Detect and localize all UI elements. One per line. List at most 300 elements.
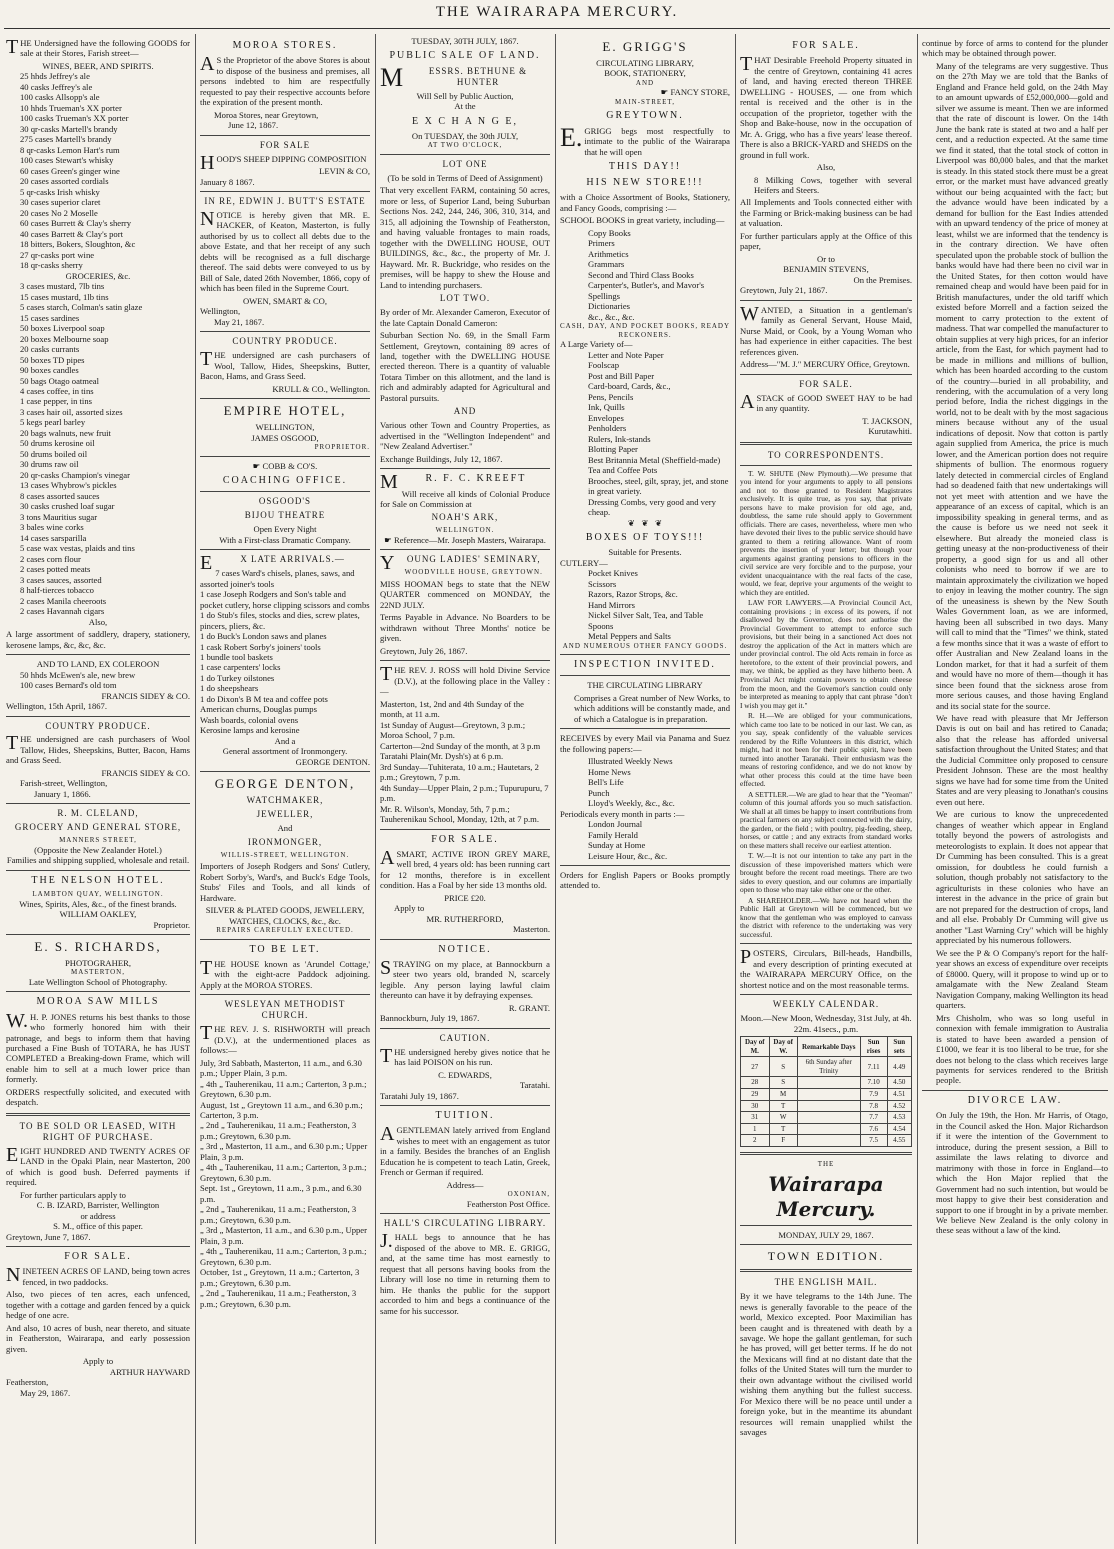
landed-list [6,670,190,691]
moroa-stores-date: June 12, 1867. [228,120,279,131]
calendar-cell [797,1123,860,1135]
list-item: Letter and Note Paper [588,349,664,360]
butt-place: Wellington, [200,306,241,317]
divider [740,465,912,466]
calendar-header-cell: Sun sets [887,1037,911,1057]
list-item: Sunday at Home [588,840,646,851]
list-item: Penholders [588,423,627,434]
hay-text: ASTACK of GOOD SWEET HAY to be had in any quantity. [740,390,912,414]
calendar-cell: M [769,1089,797,1101]
moroa-stores-heading: MOROA STORES. [232,40,338,51]
list-item: 100 cases Bernard's old tom [20,680,117,691]
calendar-heading: WEEKLY CALENDAR. [772,999,880,1010]
divider [380,939,550,940]
correspondent-note: LAW FOR LAWYERS.—A Provincial Council Act, containing provisions ; in excess of its powers, if not disallowed by the Governor, does not authorise the Provincial Government to attempt to enforce such provisions, but their being in a sanctioned Act does not destroy the application of the Act in matters which are under provincial control. The old Acts remain in force as heretofore, to the extent of their provincial powers, and may, we think, be applied as they have hitherto been. A Provincial Act might contain powers to obtain cheese from the moon, and the Governor's sanction could only be interpreted as meaning to apply that cant phrase "don't I wish you may get it." [740,598,912,710]
article-p6: Mrs Chisholm, who was so long useful in connexion with female immigration to Australia is stated to have been awarded a pension of £1000, we fear it is too liberal to be true, for she does not belong to the class which receives large payments for services rendered to the British people. [936,1012,1108,1086]
arrivals-sig: GEORGE DENTON. [295,756,370,767]
list-item: 20 cases No 2 Moselle [20,207,98,218]
list-item: 3 cases sauces, assorted [20,574,102,585]
grigg-intro: E.GRIGG begs most respectfully to intimate to the public of the Wairarapa that he will open [560,122,730,157]
divider [200,939,370,940]
orders-text: Orders for English Papers or Books promptly attended to. [560,870,730,891]
mare-price: PRICE £20. [444,892,486,903]
sale-place: Featherston, [6,1377,49,1388]
divider [6,716,190,717]
hand-icon: ☛ [384,534,394,545]
auction-at: At the [454,101,476,112]
divider [380,549,550,550]
calendar-cell: S [769,1077,797,1089]
groceries-list [6,281,190,617]
sale-apply: Apply to [82,1356,114,1367]
list-item: Brooches, steel, gilt, spray, jet, and stone in great variety. [588,475,729,497]
grigg-main-street: MAIN-STREET, [615,97,675,106]
denton-name: GEORGE DENTON, [214,776,356,792]
list-item: 5 qr-casks Irish whisky [20,186,100,197]
list-item: „ 3rd „ Masterton, 11 a.m., and 6.30 p.m., Upper Plain, 3 p.m. [200,1225,367,1246]
column-1 [2,36,194,1544]
grigg-and: AND [635,78,655,87]
books-list [560,228,730,322]
list-item: 40 casks Jeffrey's ale [20,81,93,92]
calendar-cell: 7.10 [860,1077,887,1089]
hay-place: Kurutawhiti. [868,426,912,437]
list-item: 8 qr-casks Lemon Hart's rum [20,144,120,155]
sold-text: EIGHT HUNDRED AND TWENTY ACRES OF LAND in the Opaki Plain, near Masterton, 200 of which is good bush. Deferred payments if required. [6,1143,190,1188]
fancy-goods: AND NUMEROUS OTHER FANCY GOODS. [562,641,728,650]
list-item: 2 cases corn flour [20,553,81,564]
list-item: 20 cases assorted cordials [20,176,109,187]
list-item: Blotting Paper [588,444,638,455]
list-item: 1 case Joseph Rodgers and Son's table and pocket cutlery, horse clipping scissors and combs [200,589,370,610]
divider [200,549,370,550]
list-item: 100 casks Trueman's XX porter [20,113,129,124]
calendar-cell: 27 [741,1057,770,1077]
calendar-cell: S [769,1057,797,1077]
caution-place: Taratahi. [519,1080,550,1091]
forsale-date: January 8 1867. [200,176,255,187]
list-item: 15 cases mustard, 1lb tins [20,291,109,302]
list-item: 50 hhds McEwen's ale, new brew [20,669,136,680]
seminary-house: WOODVILLE HOUSE, GREYTOWN. [404,568,543,577]
notice-heading: NOTICE. [438,943,492,955]
also-text: A large assortment of saddlery, drapery, stationery, kerosene lamps, &c, &c, &c. [6,629,190,650]
list-item: 5 kegs pearl barley [20,417,86,428]
notice-grant: R. GRANT. [508,1002,550,1013]
list-item: Leisure Hour, &c., &c. [588,850,668,861]
calendar-cell: 30 [741,1100,770,1112]
moroa-orders: ORDERS respectfully solicited, and executed with despatch. [6,1086,190,1108]
empire-town: WELLINGTON, [255,422,315,433]
list-item: Dressing Combs, very good and very cheap. [588,496,716,518]
cleland-name: R. M. CLELAND, [57,808,139,819]
divider [380,1028,550,1029]
nelson-proprietor: Proprietor. [153,919,190,930]
calendar-cell: 4.50 [887,1077,911,1089]
cutlery-list [560,568,730,641]
wanted-text: WANTED, a Situation in a gentleman's family as General Servant, House Maid, Nurse Maid, or Cook, by a Young Woman who has had experience in either capacities. The best references given. [740,302,912,357]
mare-rutherford: MR. RUTHERFORD, [426,913,504,924]
divider [380,468,550,469]
list-item: 50 boxes Liverpool soap [20,323,105,334]
grigg-new-store: HIS NEW STORE!!! [586,177,704,189]
sold-particulars: For further particulars apply to [20,1189,126,1200]
calendar-cell [797,1100,860,1112]
list-item: Best Britannia Metal (Sheffield-made) Tea and Coffee Pots [588,454,721,476]
calendar-cell: 4.53 [887,1112,911,1124]
auctioneers: MESSRS. BETHUNE & HUNTER [380,62,528,92]
calendar-row [741,1057,912,1077]
list-item: Scissors [588,578,617,589]
list-item: American churns, Douglas pumps [200,704,317,715]
column-5 [736,36,916,1544]
noahs-ark: NOAH'S ARK, [431,512,499,523]
auction-time: AT TWO O'CLOCK, [427,141,503,150]
list-item: 60 cases Burrett & Clay's sherry [20,218,132,229]
calendar-header-cell: Remarkable Days [797,1037,860,1057]
calendar-row [741,1100,912,1112]
calendar-cell: 31 [741,1112,770,1124]
english-mail-text: By it we have telegrams to the 14th June. The news is generally favorable to the peace of the world, Mexico excepted. Poor Maximilian has been caught and is threatened with death by a savage. We hope the gallant gentleman, for such he has proved, will get better terms. If he do not the Mexicans will find at no distant date that the folks of the United States will turn the murder to their own advantage without the civilised world wishing them anything but the fullest success. For Mexico there will be no peace until under a foreign yoke, but in the meantime its abundant resources will remain unapplied whilst the savages [740,1291,912,1438]
calendar-header-row [741,1037,912,1057]
tuition-address: Address— [446,1179,484,1190]
list-item: Home News [588,766,631,777]
mare-town: Masterton. [513,924,550,935]
calendar-header-cell: Sun rises [860,1037,887,1057]
list-item: „ 2nd „ Tauherenikau, 11 a.m.; Featherston, 3 p.m.; Greytown, 6.30 p.m. [200,1204,357,1225]
list-item: 30 qr-casks Martell's brandy [20,123,118,134]
exchange: E X C H A N G E, [412,115,518,127]
list-item: 18 bitters, Bokers, Sloughton, &c [20,239,136,250]
english-mail-heading: THE ENGLISH MAIL. [774,1277,878,1288]
cleland-families: Families and shipping supplied, wholesale and retail. [6,855,190,866]
also-label: Also, [88,616,108,627]
column-4 [556,36,734,1544]
periodicals: Periodicals every month in parts :— [560,808,685,819]
produce-text-2: THE undersigned are cash purchasers of Wool, Tallow, Hides, Sheepskins, Butter, Bacon, Hams, and Grass Seed. [200,348,370,382]
divider [560,675,730,676]
article-p2: Many of the telegrams are very suggestive. Thus on the 27th May we are told that the Banks of England and France held gold, on the 24th May to an amount upwards of £52,000,000—gold and silver we assume is meant. Then we are informed that the rate of discount is lower. On the 14th June the bank rate is stated at two and a half per cent, and a reduction expected. At the same time we find it stated, that the total stock of cotton in Liverpool was 80,000 bales, and that the market is steady. In this stated stock there must be a great error, or the market must have advanced greatly without our being acquainted with the fact; but the advance would have been indicated by a demand for bullion for the East Indies attended with an upward tendency of the price of money at least, whilst we are informed that the tendency is in the contrary direction. We have often speculated upon the probable stock of bullion the banks would have had there been no civil war in the United States, for then cotton would have remained cheap and would have been paid for in British manufactures, under the old tariff which existed before Morrell and a faction seized the moment to carry protection to the extent of madness. That war compelled the manufacturer to obtain supplies at very high prices, for an inferior article, from the East, for which payment had to be made in millions and millions of bullion, which has been hoarded according to the custom of the country—buried in all probability, and rendering, with the accumulation of a very long period before, India the richest diggings in the world, not to be dealt with by the most sagacious miners because without any of the usual indications of deposit. Now that cotton is partly again supplied from America, the price is much lower, and the American portion does not require shipments of bullion. The enormous roguery lately detected in commercial circles of England had so deadened faith that new undertakings will not yet meet with attention and we have the appearance of an excess of capital, which is an impossibility speaking in general terms, and as the cause is before us we need not seek it elsewhere. But already the moneied class is getting uneasy at the non-productiveness of their property, a good sign for us and all other colonists who need to borrow if we are to maintain approximately the civilization we hoped to enjoy in leaving the mother country. The sign of the uneasiness is shewn by the New South Wales Government loan, as we are informed, having been all subscribed in two days. Many will call to mind that the "Times" we think, stated a few months since that it was a waste of effort to offer Australian and New Zealand loans in the London market, for that it had a surfeit of them and would have no more of them—though it has since been found that the sickness arose from more serious causes, and those having England and its social state for the source. [936,60,1108,711]
column-2 [196,36,374,1544]
list-item: 30 casks crushed loaf sugar [20,501,115,512]
article-p3: We have read with pleasure that Mr Jefferson Davis is out on bail and has retired to Canada; also that the release has afforded universal satisfaction throughout the United States; and that the Judicial Committee only proposed to censure President Johnson. These are the most healthy signs we have had for some time from the United States and are very pleasing to Jonathan's cousins even out here. [936,713,1108,807]
arrivals-and: And a [274,735,296,746]
list-item: 3 cases mustard, 7lb tins [20,281,105,292]
list-item: 50 drums boiled oil [20,448,88,459]
cash-books: CASH, DAY, AND POCKET BOOKS, READY RECKONERS. [560,322,731,339]
calendar-cell: 7.11 [860,1057,887,1077]
produce-date: January 1, 1866. [34,788,91,799]
kreeft-text: Will receive all kinds of Colonial Produce for Sale on Commission at [380,488,550,509]
list-item: 20 casks currants [20,344,80,355]
list-item: 90 boxes candles [20,365,79,376]
list-item: 14 cases sarsparilla [20,532,87,543]
list-item: Rulers, Ink-stands [588,433,651,444]
produce-signature: FRANCIS SIDEY & CO. [101,767,190,778]
divorce-heading: DIVORCE LAW. [967,1094,1063,1106]
list-item: Hand Mirrors [588,599,636,610]
produce-address: Farish-street, Wellington, [20,778,108,789]
divider [6,654,190,655]
list-item: 50 bags Otago oatmeal [20,375,99,386]
divider [200,191,370,192]
exchange-buildings: Exchange Buildings, July 12, 1867. [380,453,503,464]
property-cows: 8 Milking Cows, together with several Heifers and Steers. [754,174,912,195]
divider [200,331,370,332]
wesleyan-text: THE REV. J. S. RISHWORTH will preach (D.V.), at the undermentioned places as follows:— [200,1022,370,1056]
hay-jackson: T. JACKSON, [862,415,912,426]
seminary-text: MISS HOOMAN begs to state that the NEW QUARTER commenced on MONDAY, the 22ND JULY. [380,578,550,610]
list-item: 1 do Buck's London saws and planes [200,631,327,642]
richards-town: MASTERTON, [71,968,125,977]
list-item: 40 cases Barrett & Clay's port [20,228,123,239]
circulating-text: Comprises a Great number of New Works, to which additions will be constantly made, and of which a Catalogue is in preparation. [574,692,730,724]
hand-icon: ☛ [252,460,263,471]
calendar-cell: F [769,1135,797,1147]
divider [740,1152,912,1155]
list-item: 8 cases assorted sauces [20,490,100,501]
calendar-header-cell: Day of M. [741,1037,770,1057]
divider [560,728,730,729]
list-item: 1 do Dixon's B M tea and coffee pots [200,693,328,704]
calendar-cell: 7.5 [860,1135,887,1147]
calendar-cell: W [769,1112,797,1124]
arrivals-list [200,568,370,736]
arrivals-heading: EX LATE ARRIVALS.— [200,552,345,575]
and-text: Various other Town and Country Properties, as advertised in the "Wellington Independent" and "New Zealand Advertiser." [380,420,550,452]
list-item: 4 cases coffee, in tins [20,385,94,396]
krull: KRULL & CO., Wellington. [272,383,370,394]
list-item: 5 cases starch, Colman's satin glaze [20,302,143,313]
lot-one-text: That very excellent FARM, containing 50 acres, more or less, of Superior Land, being Suburban Sections Nos. 242, 244, 246, 306, 310, 314, and 315, all adjoining the Township of Featherston, and having valuable frontages to main roads, together with the DWELLING HOUSE, OUT BUILDINGS, &c., &c., the property of Mr. J. Hayward. Mr. R. Buckridge, who resides on the premises, will be happy to shew the House and Land to intending purchasers. [380,185,550,290]
list-item: 275 cases Martell's brandy [20,134,112,145]
list-item: 2 cases Havannah cigars [20,606,105,617]
correspondent-note: A SHAREHOLDER.—We have not heard when the Public Hall at Greytown will be commenced, but we know that the gentleman who was employed to canvass the district with reference to the undertaking was very successful. [740,895,912,939]
calendar-cell: T [769,1123,797,1135]
wanted-address: Address—"M. J." MERCURY Office, Greytown. [740,359,910,370]
list-item: 30 drums raw oil [20,459,79,470]
sidey-date: Wellington, 15th April, 1867. [6,701,107,712]
calendar-cell: 7.6 [860,1123,887,1135]
calendar-row [741,1112,912,1124]
wines-list [6,71,190,270]
list-item: 100 cases Stewart's whisky [20,155,114,166]
divider [200,398,370,399]
dramatic-company: With a First-class Dramatic Company. [219,534,351,545]
article-p4: We are curious to know the unprecedented changes of weather which appear in England totally beyond the powers of astrologists and meteorologists to explain. It does not appear that Dr Cumming has been consulted. This is a great omission, for doubtless he could furnish a solution, though probably not satisfactory to the agriculturists in these colonies who have an interest in the advance in the price of grain but are not prepared for the destruction of crops, land and all else. Probably Dr Cumming will give us another "Last Warning Cry" which will be highly appreciated by his numerous followers. [936,809,1108,946]
hall-text: J.HALL begs to announce that he has disposed of the above to MR. E. GRIGG, and, at the same time has most earnestly to request that all persons having books from the Library will lose no time in returning them to him. He thanks the public for the support accorded to him and begs a continuance of the same for his successor. [380,1230,550,1316]
ornament-icons: ❦ ❦ ❦ [627,517,663,528]
divider [200,771,370,772]
mercury-logo: Wairarapa Mercury. [768,1172,884,1221]
list-item: 27 qr-casks port wine [20,249,95,260]
periodicals-list [560,819,730,861]
list-item: „ 4th „ Tauherenikau, 11 a.m.; Carterton, 3 p.m.; Greytown, 6.30 p.m. [200,1078,367,1100]
list-item: „ 2nd „ Tauherenikau, 11 a.m.; Featherston, 3 p.m.; Greytown, 6.30 p.m. [200,1120,357,1141]
divider [740,943,912,944]
list-item: 15 cases sardines [20,312,80,323]
grigg-library: CIRCULATING LIBRARY, [596,57,694,68]
coaching-office: COACHING OFFICE. [222,475,348,487]
list-item: „ 4th „ Tauherenikau, 11 a.m.; Carterton, 3 p.m.; Greytown, 6.30 p.m. [200,1246,367,1267]
list-item: Carpenter's, Butler's, and Mavor's Spellings [588,280,705,301]
sale-text-3: And also, 10 acres of bush, near thereto, and situate in Featherston, Wairarapa, and early possession given. [6,1322,190,1354]
list-item: 4th Sunday—Upper Plain, 2 p.m.; Tupurupuru, 7 p.m. [380,782,549,804]
produce-heading: COUNTRY PRODUCE. [45,720,151,731]
hand-icon: ☛ [660,87,671,98]
seminary-name: YOUNG LADIES' SEMINARY, [380,552,541,575]
sold-izard: C. B. IZARD, Barrister, Wellington [36,1200,160,1211]
list-item: 2 cases potted meats [20,564,91,575]
calendar-row [741,1135,912,1147]
calendar-cell: 6th Sunday after Trinity [797,1057,860,1077]
wesleyan-schedule [200,1058,370,1310]
list-item: 8 half-tierces tobacco [20,585,94,596]
notice-date: Bannockburn, July 19, 1867. [380,1013,480,1024]
divider [6,991,190,992]
sold-date: Greytown, June 7, 1867. [6,1231,91,1242]
groceries-heading: GROCERIES, &c. [65,270,131,281]
sold-heading: TO BE SOLD OR LEASED, WITH RIGHT OF PURCHASE. [19,1120,177,1142]
list-item: Grammars [588,259,625,270]
sidey-intro: THE Undersigned have the following GOODS for sale at their Stores, Farish street— [6,36,190,59]
divider [200,994,370,995]
divider [922,1090,1108,1091]
property-stevens: BENJAMIN STEVENS, [783,264,869,275]
list-item: Nickel Silver Salt, Tea, and Table Spoons [588,610,704,631]
calendar-row [741,1077,912,1089]
list-item: Dictionaries [588,301,630,312]
calendar-cell [797,1112,860,1124]
bijou-theatre: BIJOU THEATRE [244,510,326,521]
auction-date: TUESDAY, 30TH JULY, 1867. [411,36,519,46]
denton-jeweller: JEWELLER, [256,809,314,820]
receives-text: RECEIVES by every Mail via Panama and Suez the following papers:— [560,733,730,754]
kreeft-name: MR. F. C. KREEFT [380,471,527,494]
property-implements: All Implements and Tools connected either with the Farming or Brick-making business can be had at valuation. [740,197,912,229]
divider [740,994,912,995]
moroa-mills-text: W.H. P. JONES returns his best thanks to those who formerly honored him with their patronage, and begs to inform them that having purchased a Fine Bush of TOTARA, he has JUST COMPLETED a Breaking-down Frame, which will enable him to sell at a much lower price than formerly. [6,1009,190,1085]
list-item: London Journal [588,819,643,830]
list-item: Illustrated Weekly News [588,756,673,767]
list-item: Punch [588,787,610,798]
tuition-text: AGENTLEMAN lately arrived from England wishes to meet with an engagement as tutor in a family. Besides the branches of an English Education he is competent to teach Latin, Greek, French or German if required. [380,1123,550,1178]
caution-text: THE undersigned hereby gives notice that he has laid POISON on his run. [380,1044,550,1068]
list-item: 50 boxes TD pipes [20,354,85,365]
butt-date: May 21, 1867. [214,316,265,327]
property-premises: On the Premises. [853,274,912,285]
sale-text: NINETEEN ACRES OF LAND, being town acres fenced, in two paddocks. [6,1264,190,1287]
correspondent-note: R. H.—We are obliged for your communications, which came too late to be noticed in our last. We can, as you say, speak confidently of the valuable services rendered by the Rifle Volunteers in this district, which might, had it not been for their public spirit, have been turned into another Taranaki. Their enthusiasm was the means of restoring confidence, and we do not know by what other process this could at the time have been effected. [740,711,912,789]
let-heading: TO BE LET. [249,943,321,955]
list-item: Razors, Razor Strops, &c. [588,589,678,600]
divider [380,829,550,830]
divider [6,1113,190,1116]
calendar-cell: 4.49 [887,1057,911,1077]
list-item: 60 cases Green's ginger wine [20,165,120,176]
list-item: 3 bales wine corks [20,522,84,533]
list-item: Masterton, 1st, 2nd and 4th Sunday of the month, at 11 a.m. [380,698,524,720]
property-particulars: For further particulars apply at the Office of this paper, [740,230,912,252]
divider [200,456,370,457]
auction-day: On TUESDAY, the 30th JULY, [411,130,519,141]
kreeft-ref-label: Reference—Mr. Joseph Masters, Wairarapa. [393,534,546,545]
seminary-date: Greytown, July 26, 1867. [380,645,468,656]
moon-text: Moon.—New Moon, Wednesday, 31st July, at 4h. 22m. 41secs., p.m. [740,1013,912,1034]
sale-hayward: ARTHUR HAYWARD [109,1366,190,1377]
calendar-row [741,1089,912,1101]
grigg-fancy [560,87,730,97]
list-item: 1 do Turkey oilstones [200,672,275,683]
list-item: Card-board, Cards, &c., [588,381,671,392]
lot-two-order: By order of Mr. Alexander Cameron, Executor of the late Captain Donald Cameron: [380,307,550,328]
list-item: Kerosine lamps and kerosine [200,725,300,736]
list-item: Envelopes [588,412,624,423]
divider [200,491,370,492]
list-item: October, 1st „ Greytown, 11 a.m.; Carterton, 3 p.m.; Greytown, 6.30 p.m. [200,1267,360,1288]
denton-iron: IRONMONGER, [247,836,323,847]
empire-hotel: EMPIRE HOTEL, [223,403,347,419]
butt-text: NOTICE is hereby given that MR. E. HACKER, of Keaton, Masterton, is fully authorised by us to collect all debts due to the above Estate, and that her receipt of any such debts will be recognised as a full discharge thereof. The said debts were conveyed to us by Bill of Sale, dated 26th November, 1866, copy of which has been filed in the Supreme Court. [200,207,370,294]
divider [560,865,730,866]
list-item: August, 1st „ Greytown 11 a.m., and 6.30 p.m.; Carterton, 3 p.m. [200,1099,363,1120]
let-text: THE HOUSE known as 'Arundel Cottage,' with the eight-acre Paddock adjoining. Apply at the MOROA STORES. [200,956,370,990]
toys-heading: BOXES OF TOYS!!! [585,531,705,543]
calendar-row [741,1123,912,1135]
open-nightly: Open Every Night [253,524,317,535]
list-item: Foolscap [588,360,620,371]
cleland-opposite: (Opposite the New Zealander Hotel.) [34,844,162,855]
ross-schedule [380,699,550,825]
tuition-oxonian: OXONIAN, [507,1190,550,1199]
notice-text: STRAYING on my place, at Bannockburn a steer two years old, branded N, scarcely legible. Any person laying lawful claim thereunto can have it by defraying expenses. [380,956,550,1001]
divider [200,135,370,136]
calendar-cell: 2 [741,1135,770,1147]
sale-date: May 29, 1867. [20,1387,71,1398]
landed-heading: AND TO LAND, EX COLEROON [36,659,160,670]
calendar-cell: 7.8 [860,1100,887,1112]
list-item: 1st Sunday of August—Greytown, 3 p.m.; Moroa School, 7 p.m. [380,719,526,741]
correspondents-heading: TO CORRESPONDENTS. [767,449,885,460]
calendar-cell: T [769,1100,797,1112]
calendar-cell: 4.52 [887,1100,911,1112]
richards-name: E. S. RICHARDS, [34,939,162,954]
cleland-store: GROCERY AND GENERAL STORE, [14,822,182,833]
list-item: Sept. 1st „ Greytown, 11 a.m., 3 p.m., and 6.30 p.m. [200,1183,362,1204]
circulating-heading: THE CIRCULATING LIBRARY [587,680,703,691]
divider [740,300,912,301]
list-item: 20 qr-casks Champion's vinegar [20,469,130,480]
arrivals-ironmongery: General assortment of Ironmongery. [222,746,348,757]
nelson-wines: Wines, Spirits, Ales, &c., of the finest brands. [19,898,177,909]
caution-date: Taratahi July 19, 1867. [380,1090,459,1101]
list-item: 3 tons Mauritius sugar [20,511,98,522]
list-item: 1 cask Robert Sorby's joiners' tools [200,641,321,652]
correspondent-note: A SETTLER.—We are glad to hear that the "Yeoman" column of this journal affords you so much satisfaction. We shall at all times be happy to insert contributions from practical farmers on any subject connected with the dairy, the garden, or the field ; with poultry, pig-feeding, sheep, horses, or cattle ; and any extracts from standard works on these matters shall receive our earliest attention. [740,789,912,850]
correspondent-note: T. W. SHUTE (New Plymouth).—We presume that you intend for your arguments to apply to all pensions and not to those granted to Resident Magistrates exclusively. It is quite true, as you say, that private persons have to make provision for old age, and, doubtless, the same rule should apply to Government officials. There are cases, nevertheless, where men who have devoted their lives to the public service should have granted to them a retiring allowance. Want of room prevents the insertion of your letter; but though your arguments against granting pensions to officers in the civil service are very forcible and to the purpose, your evident unacquaintance with the real facts of the case, would, we fear, deprive your arguments of the weight to which they are entitled. [740,468,912,597]
list-item: „ 2nd „ Tauherenikau, 11 a.m.; Featherston, 3 p.m.; Greytown, 6.30 p.m. [200,1288,357,1309]
grigg-name: E. GRIGG'S [602,39,688,54]
papers-list [560,756,730,808]
divider [380,660,550,661]
divider [6,1246,190,1247]
produce-text: THE undersigned are cash purchasers of Wool Tallow, Hides, Sheepskins, Butter, Bacon, Hams and Grass Seed. [6,732,190,766]
nelson-address: LAMBTON QUAY, WELLINGTON. [32,890,164,899]
stationery-list [560,350,730,518]
list-item: 7 cases Ward's chisels, planes, saws, and assorted joiner's tools [200,568,355,589]
calendar-body [741,1057,912,1146]
seminary-terms: Terms Payable in Advance. No Boarders to be withdrawn without Three Months' notice be given. [380,612,550,644]
